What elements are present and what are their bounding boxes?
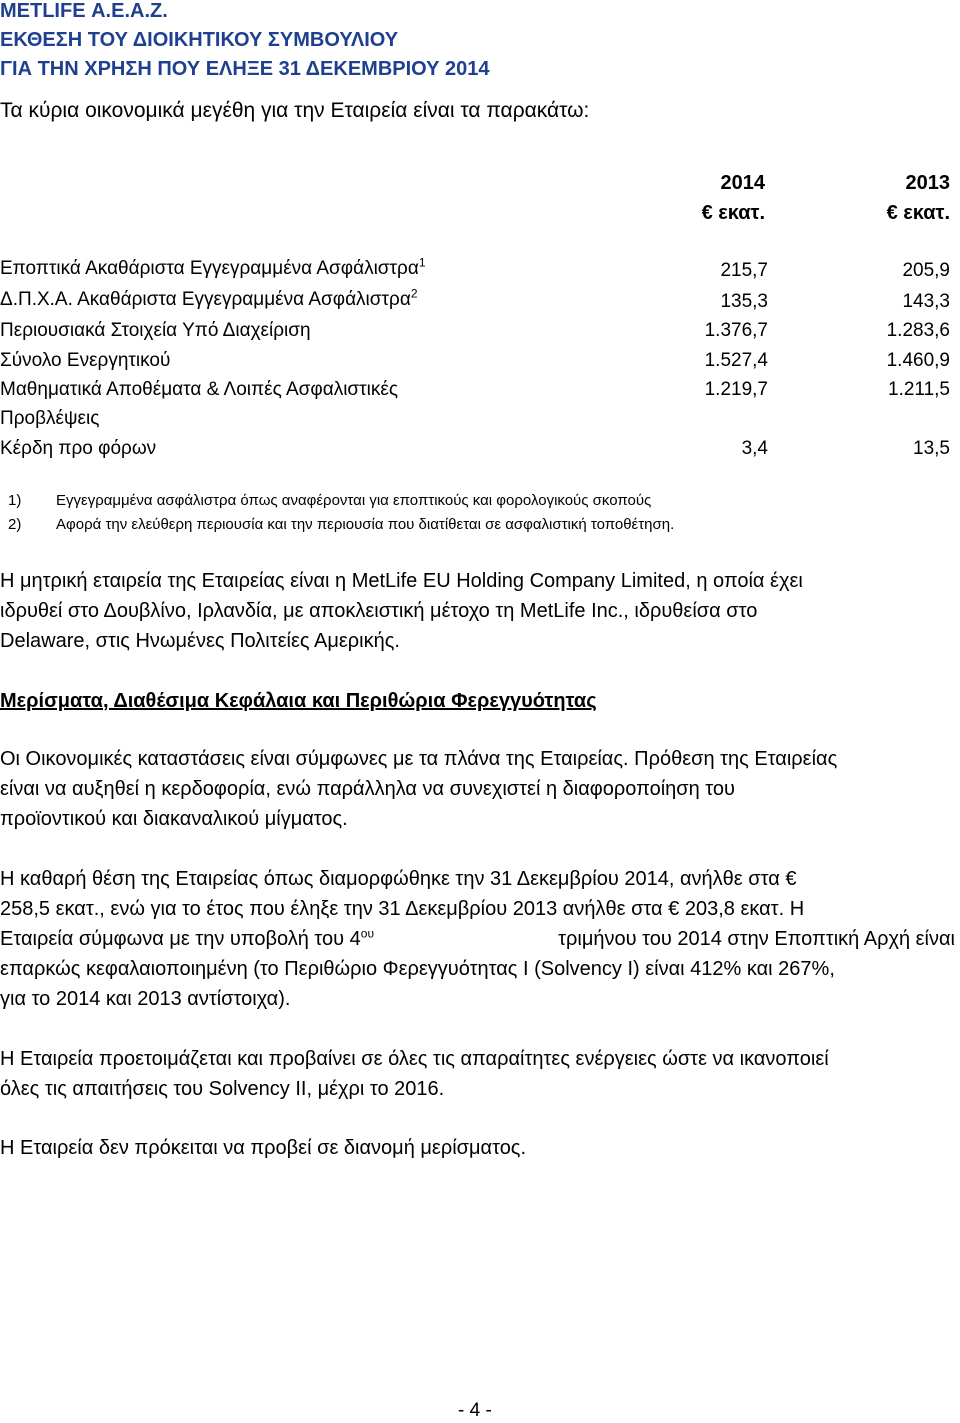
col-2013-unit: € εκατ. <box>886 202 950 224</box>
col-2014-unit: € εκατ. <box>701 202 765 224</box>
table-row-label: Περιουσιακά Στοιχεία Υπό Διαχείριση <box>0 320 311 341</box>
table-cell-2013: 1.283,6 <box>886 320 950 341</box>
col-2014-year: 2014 <box>720 172 765 194</box>
table-cell-2013: 143,3 <box>902 291 950 312</box>
company-name: METLIFE Α.Ε.Α.Ζ. <box>0 0 168 22</box>
page-number: - 4 - <box>458 1400 492 1421</box>
paragraph-line: είναι να αυξηθεί η κερδοφορία, ενώ παράλληλα να συνεχιστεί η διαφοροποίηση του <box>0 778 735 800</box>
table-row-label: Δ.Π.Χ.Α. Ακαθάριστα Εγγεγραμμένα Ασφάλιστρα$^2$ <box>0 286 418 310</box>
paragraph-line: Η καθαρή θέση της Εταιρείας όπως διαμορφώθηκε την 31 Δεκεμβρίου 2014, ανήλθε στα € <box>0 868 797 890</box>
footnote: 2) Αφορά την ελεύθερη περιουσία και την περιουσία που διατίθεται σε ασφαλιστική τοποθέτηση. <box>8 516 675 533</box>
table-cell-2013: 1.211,5 <box>888 379 950 400</box>
table-cell-2013: 205,9 <box>902 260 950 281</box>
paragraph-equity <box>0 864 955 1014</box>
paragraph-line: για το 2014 και 2013 αντίστοιχα). <box>0 988 291 1010</box>
paragraph-line: ιδρυθεί στο Δουβλίνο, Ιρλανδία, με αποκλειστική μέτοχο τη MetLife Inc., ιδρυθείσα στο <box>0 600 758 622</box>
section-heading: Μερίσματα, Διαθέσιμα Κεφάλαια και Περιθώρια Φερεγγυότητας <box>0 690 597 712</box>
paragraph-dividend <box>0 1133 955 1163</box>
table-row-label: Εποπτικά Ακαθάριστα Εγγεγραμμένα Ασφάλιστρα$^1$ <box>0 255 426 279</box>
table-cell-2014: 1.376,7 <box>704 320 768 341</box>
paragraph-line: Οι Οικονομικές καταστάσεις είναι σύμφωνες με τα πλάνα της Εταιρείας. Πρόθεση της Εταιρείας <box>0 748 838 770</box>
table-row-label: Μαθηματικά Αποθέματα & Λοιπές Ασφαλιστικές <box>0 379 398 400</box>
table-row-label-cont: Προβλέψεις <box>0 408 100 429</box>
table-cell-2013: 13,5 <box>913 438 950 459</box>
col-2013-year: 2013 <box>905 172 950 194</box>
paragraph-parent-company <box>0 566 955 656</box>
paragraph-plans <box>0 744 955 834</box>
paragraph-line <box>0 924 955 954</box>
paragraph-line: προϊοντικού και διακαναλικού μίγματος. <box>0 808 348 830</box>
table-cell-2014: 215,7 <box>720 260 768 281</box>
paragraph-segment: Εταιρεία σύμφωνα με την υποβολή του $4^{o\upsilon}$ <box>0 926 375 950</box>
footnote: 1) Εγγεγραμμένα ασφάλιστρα όπως αναφέρονται για εποπτικούς και φορολογικούς σκοπούς <box>8 492 652 509</box>
table-cell-2014: 135,3 <box>720 291 768 312</box>
intro-text: Τα κύρια οικονομικά μεγέθη για την Εταιρεία είναι τα παρακάτω: <box>0 99 590 122</box>
table-row-label: Κέρδη προ φόρων <box>0 438 157 459</box>
report-title: ΕΚΘΕΣΗ ΤΟΥ ΔΙΟΙΚΗΤΙΚΟΥ ΣΥΜΒΟΥΛΙΟΥ <box>0 29 399 51</box>
paragraph-line: Η Εταιρεία προετοιμάζεται και προβαίνει σε όλες τις απαραίτητες ενέργειες ώστε να ικανοποιεί <box>0 1048 829 1070</box>
report-subtitle: ΓΙΑ ΤΗΝ ΧΡΗΣΗ ΠΟΥ ΕΛΗΞΕ 31 ΔΕΚΕΜΒΡΙΟΥ 2014 <box>0 58 490 80</box>
paragraph-line: όλες τις απαιτήσεις του Solvency II, μέχρι το 2016. <box>0 1078 445 1100</box>
table-cell-2014: 1.527,4 <box>704 350 768 371</box>
table-cell-2014: 3,4 <box>741 438 768 459</box>
paragraph-segment: τριμήνου του 2014 στην Εποπτική Αρχή είναι <box>558 928 955 950</box>
table-row-label: Σύνολο Ενεργητικού <box>0 350 171 371</box>
paragraph-line: Delaware, στις Ηνωμένες Πολιτείες Αμερικής. <box>0 630 400 652</box>
table-cell-2013: 1.460,9 <box>886 350 950 371</box>
table-cell-2014: 1.219,7 <box>704 379 768 400</box>
paragraph-line: επαρκώς κεφαλαιοποιημένη (το Περιθώριο Φερεγγυότητας Ι (Solvency I) είναι 412% και 267%, <box>0 958 835 980</box>
paragraph-line: 258,5 εκατ., ενώ για το έτος που έληξε την 31 Δεκεμβρίου 2013 ανήλθε στα € 203,8 εκατ. Η <box>0 898 805 920</box>
paragraph-line: Η Εταιρεία δεν πρόκειται να προβεί σε διανομή μερίσματος. <box>0 1137 527 1159</box>
paragraph-solvency2 <box>0 1044 955 1104</box>
paragraph-line: Η μητρική εταιρεία της Εταιρείας είναι η MetLife EU Holding Company Limited, η οποία έχει <box>0 570 803 592</box>
